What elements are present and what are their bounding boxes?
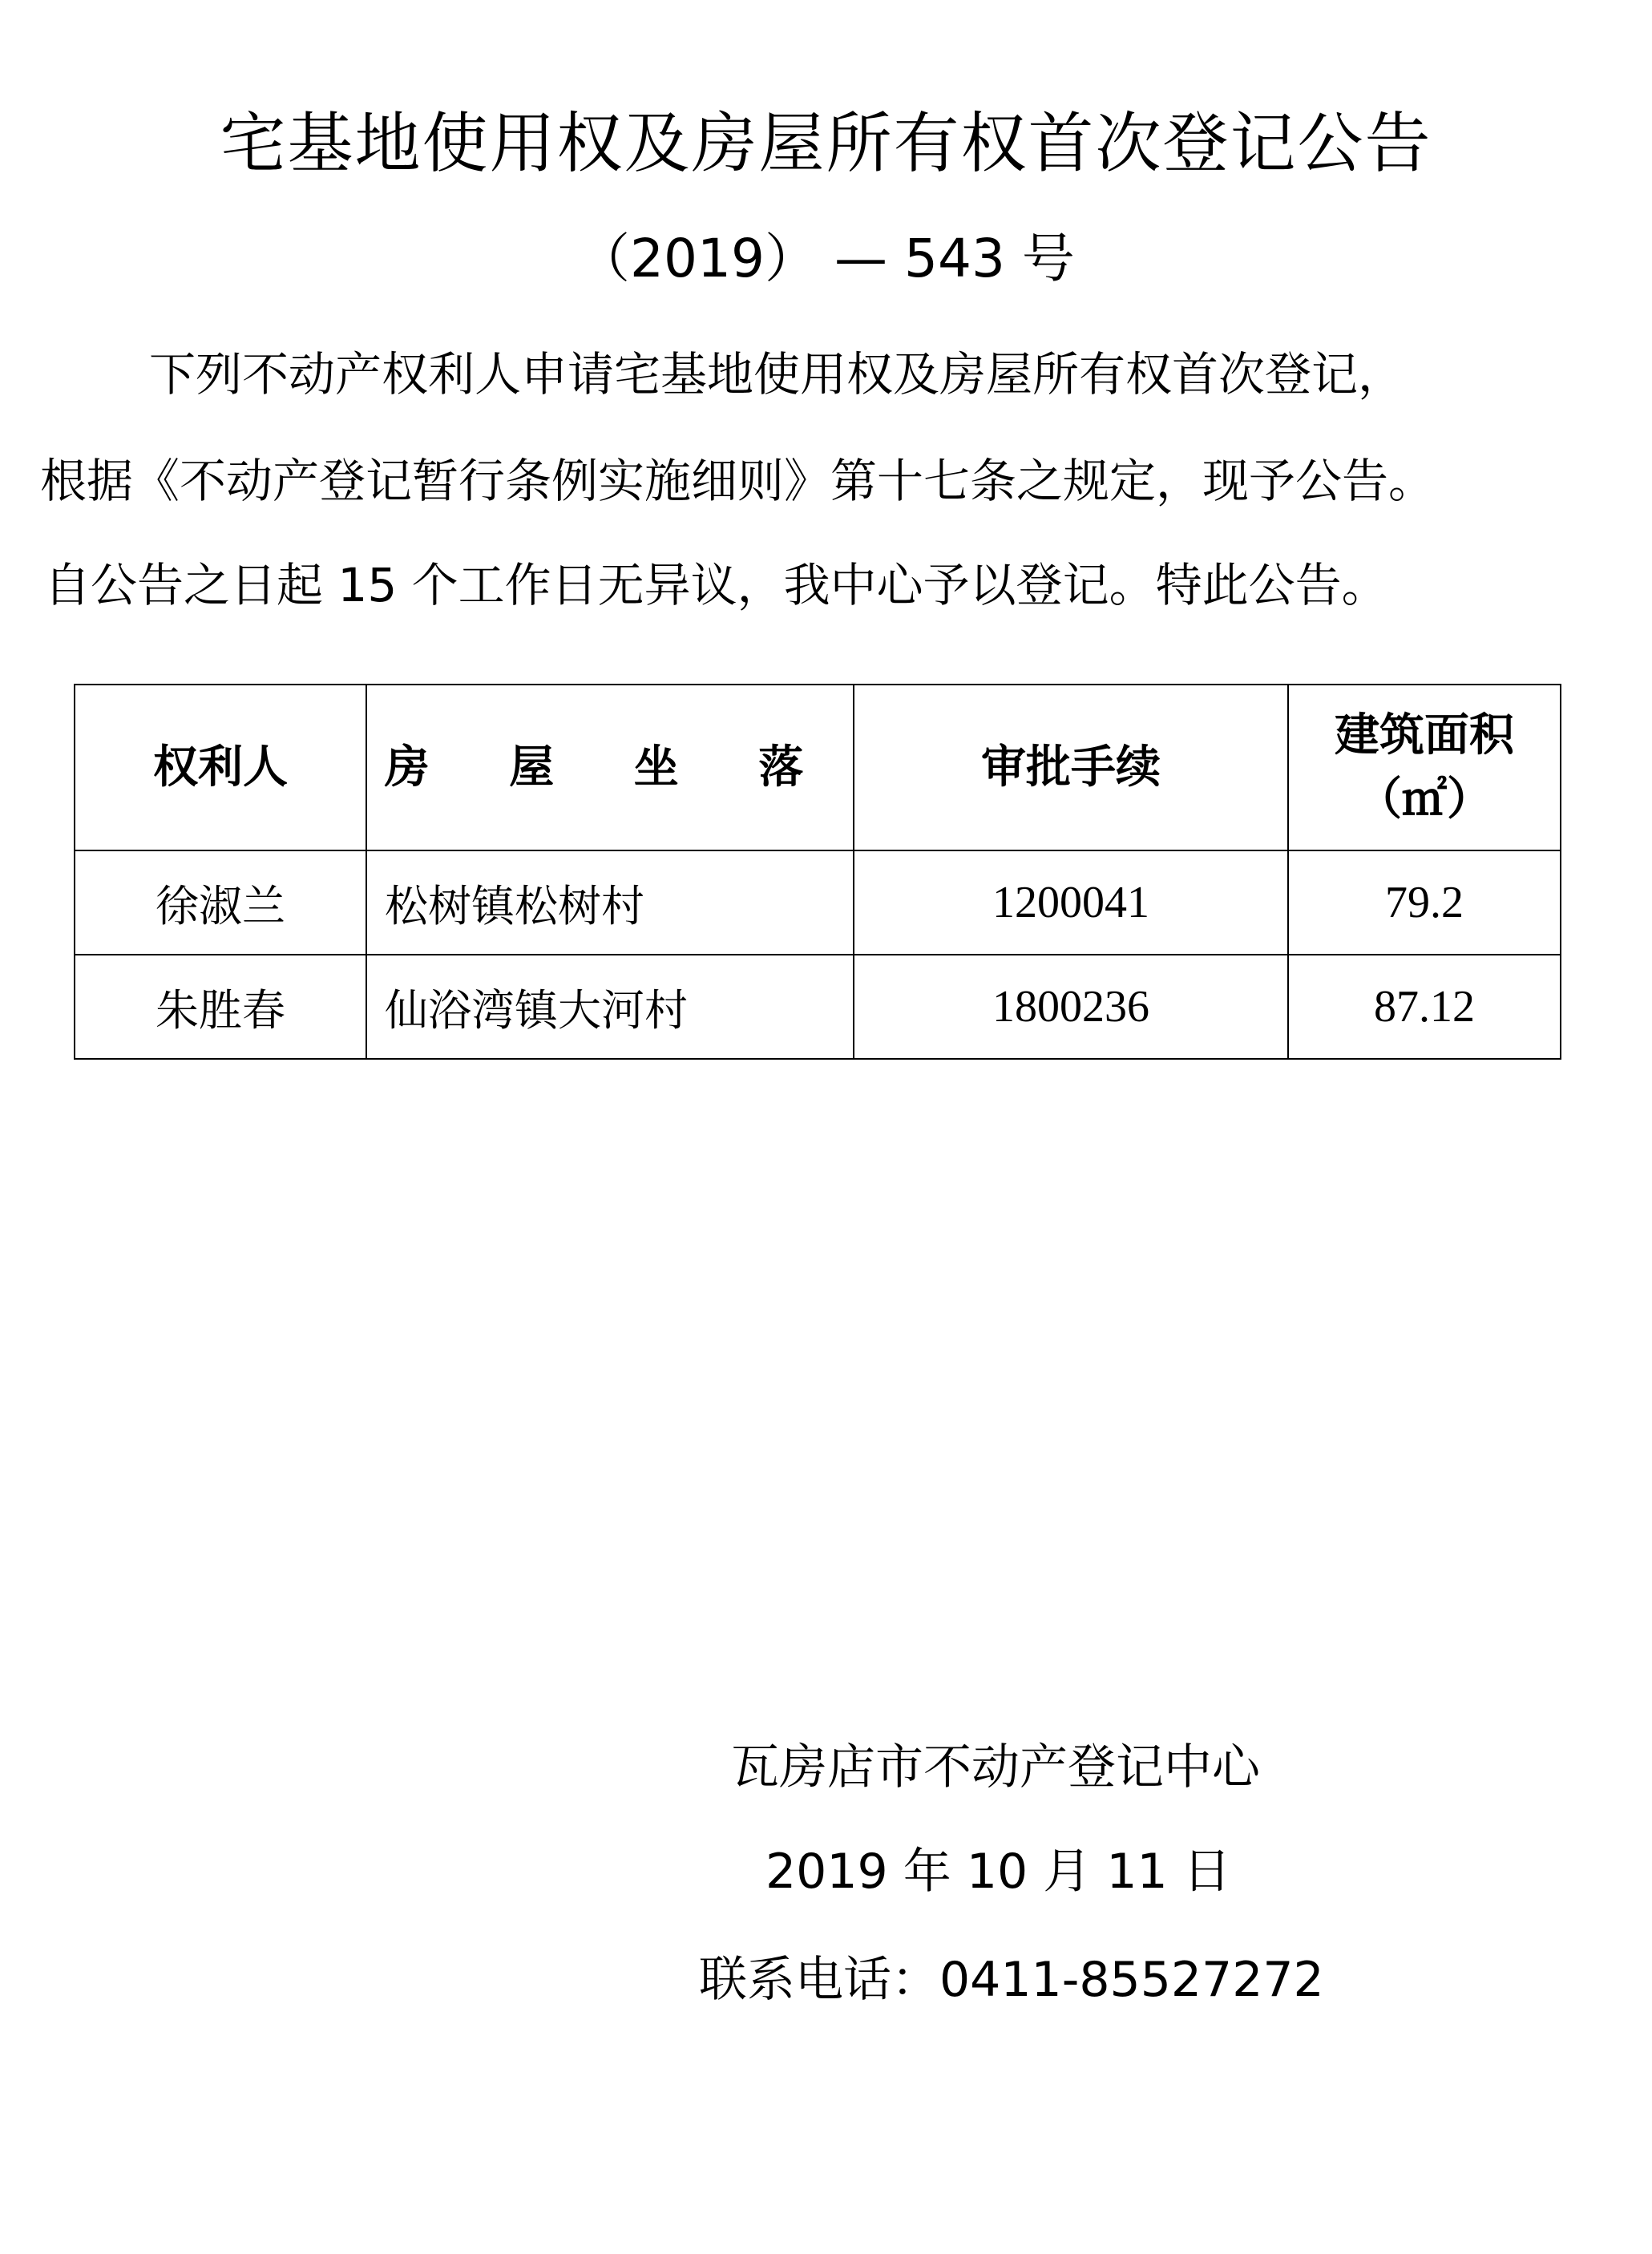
issuing-organization: 瓦房店市不动产登记中心 <box>731 1739 1260 1796</box>
cell-location: 松树镇松树村 <box>366 850 854 955</box>
cell-approval: 1200041 <box>854 850 1288 955</box>
table-header-row <box>75 685 1561 850</box>
cell-area: 79.2 <box>1288 850 1561 955</box>
registration-table <box>74 684 1561 1060</box>
cell-approval: 1800236 <box>854 955 1288 1059</box>
notice-paragraph-line-3: 自公告之日起 15 个工作日无异议，我中心予以登记。特此公告。 <box>44 558 1388 612</box>
table-row <box>75 850 1561 955</box>
header-area <box>1288 685 1561 850</box>
header-location <box>366 685 854 850</box>
notice-paragraph-line-1: 下列不动产权利人申请宅基地使用权及房屋所有权首次登记， <box>149 347 1405 402</box>
cell-holder: 朱胜春 <box>75 955 366 1059</box>
document-number: （2019） — 543 号 <box>577 228 1075 289</box>
header-area-unit: （㎡） <box>1357 773 1492 826</box>
contact-phone: 联系电话：0411-85527272 <box>699 1952 1324 2008</box>
notice-title: 宅基地使用权及房屋所有权首次登记公告 <box>220 106 1432 182</box>
header-holder: 权利人 <box>75 685 366 850</box>
header-location-label: 房 屋 坐 落 <box>384 741 836 794</box>
header-approval: 审批手续 <box>854 685 1288 850</box>
table-row <box>75 955 1561 1059</box>
cell-location: 仙浴湾镇大河村 <box>366 955 854 1059</box>
header-area-label: 建筑面积 <box>1335 709 1514 761</box>
notice-paragraph-line-2: 根据《不动产登记暂行条例实施细则》第十七条之规定，现予公告。 <box>40 454 1436 508</box>
cell-area: 87.12 <box>1288 955 1561 1059</box>
issue-date: 2019 年 10 月 11 日 <box>765 1844 1231 1900</box>
cell-holder: 徐淑兰 <box>75 850 366 955</box>
